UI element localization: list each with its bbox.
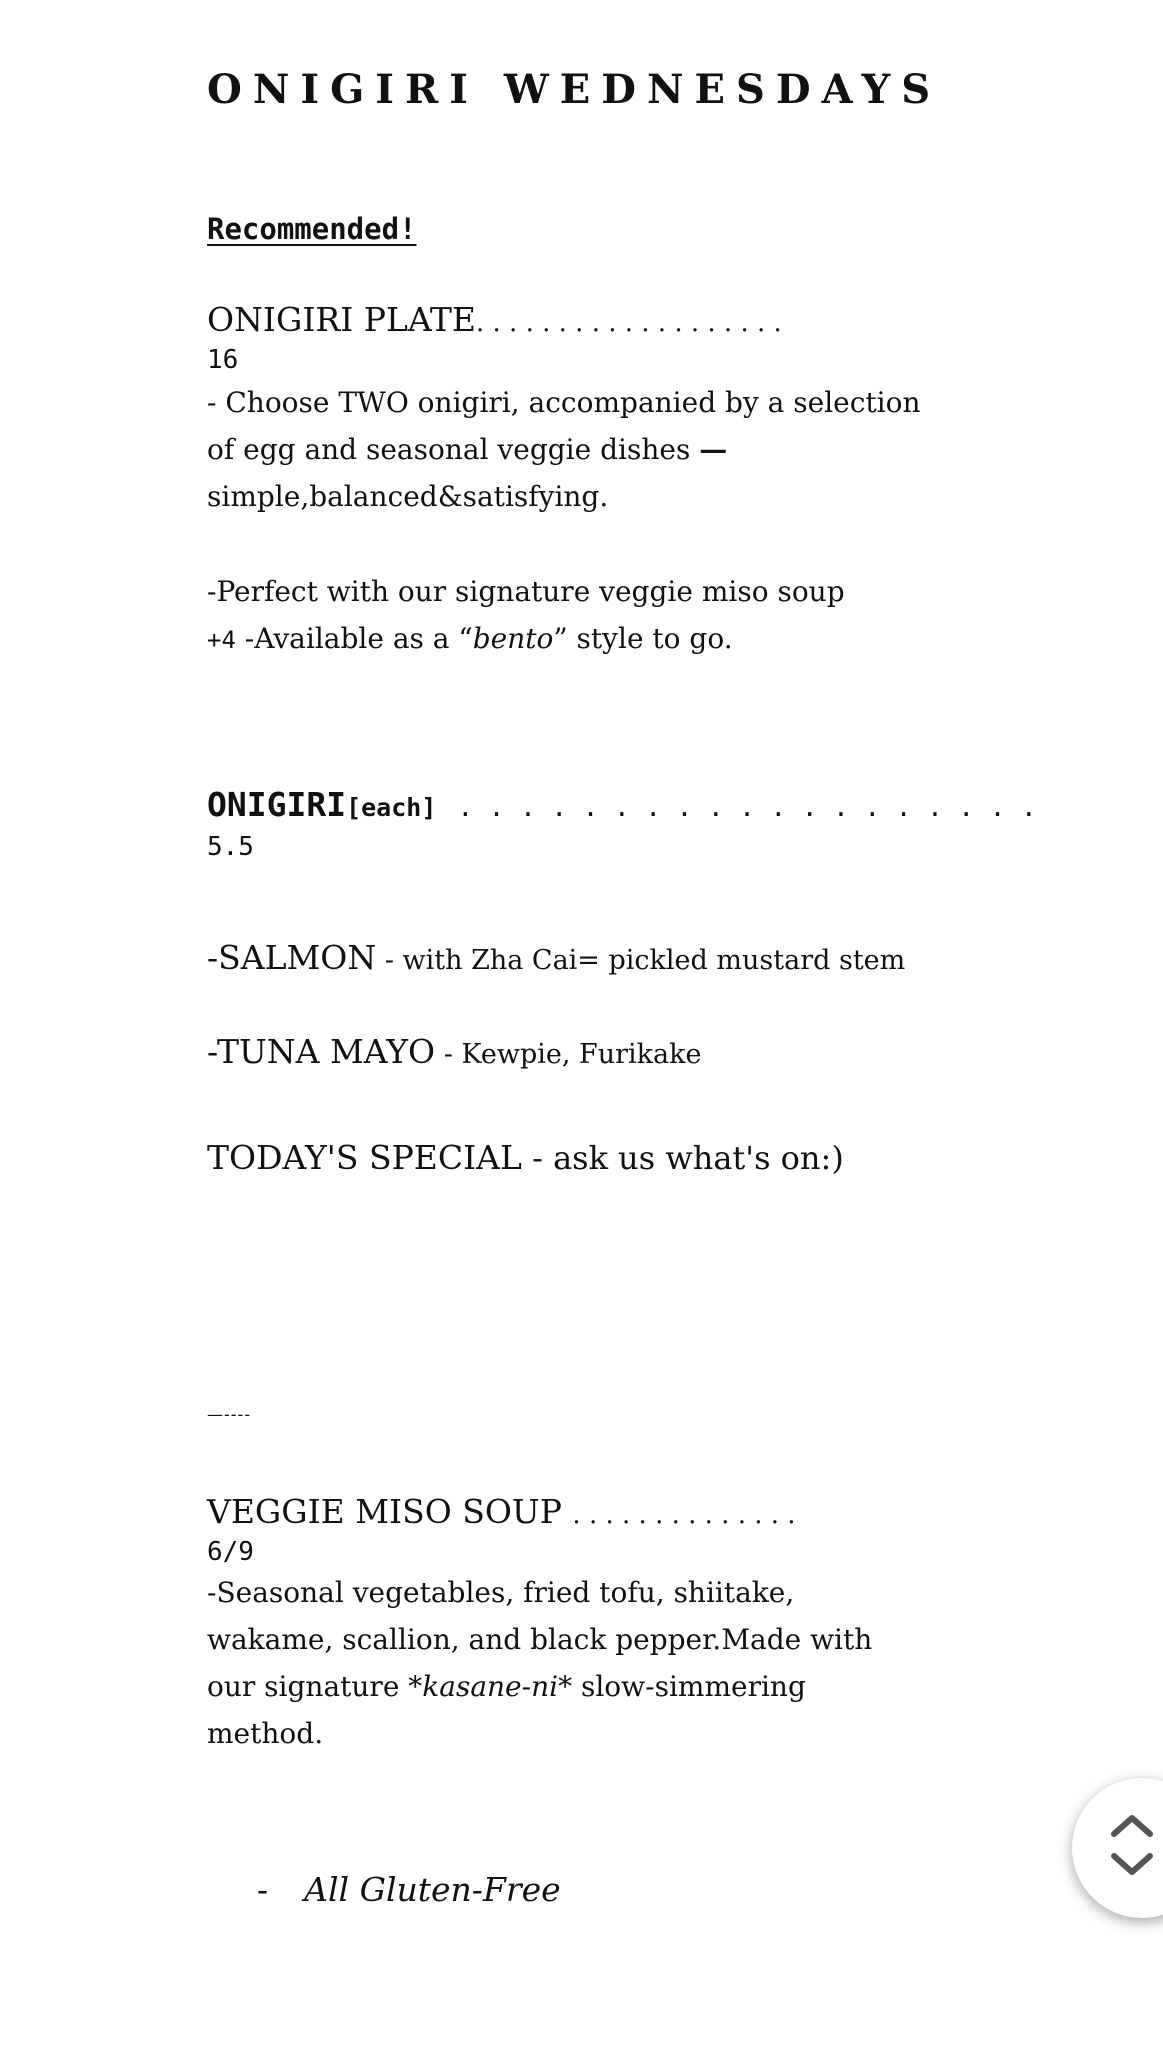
onigiri-plate-price: 16 (207, 345, 239, 375)
miso-soup-desc-1: -Seasonal vegetables, fried tofu, shiitake, wakame, scallion, and black pepper.Made with our signature (207, 1576, 873, 1703)
filling-salmon-name: -SALMON (207, 938, 377, 977)
onigiri-each-dots: . . . . . . . . . . . . . . . . . . . (457, 793, 1037, 823)
todays-special (207, 1138, 927, 1177)
filling-tuna-mayo-name: -TUNA MAYO (207, 1032, 436, 1071)
gluten-free-note (257, 1870, 561, 1909)
chevron-down-icon[interactable] (1114, 1856, 1150, 1872)
scroll-control-button[interactable] (1072, 1778, 1163, 1918)
gluten-free-dash: - (257, 1870, 269, 1909)
onigiri-each-heading (207, 785, 1037, 824)
onigiri-plate-name: ONIGIRI PLATE (207, 300, 476, 339)
onigiri-plate-note-2-b: ” style to go. (553, 622, 733, 655)
miso-soup-desc-2: slow-simmering method. (207, 1670, 806, 1750)
filling-salmon-desc: - with Zha Cai= pickled mustard stem (376, 945, 906, 976)
page-title: ONIGIRI WEDNESDAYS (207, 66, 942, 113)
onigiri-plate-item (207, 300, 927, 664)
miso-soup-heading (207, 1492, 927, 1531)
onigiri-plate-desc-2: simple,balanced&satisfying. (207, 480, 609, 513)
section-divider: —---- (207, 1405, 252, 1424)
onigiri-each-name: ONIGIRI (207, 785, 347, 824)
todays-special-name: TODAY'S SPECIAL (207, 1138, 522, 1177)
onigiri-plate-note-2-italic: bento (472, 622, 554, 655)
onigiri-plate-description (207, 379, 927, 520)
miso-soup-name: VEGGIE MISO SOUP (207, 1492, 562, 1531)
onigiri-plate-note-2-a: -Available as a “ (235, 622, 473, 655)
filling-tuna-mayo (207, 1032, 927, 1071)
recommended-label: Recommended! (207, 212, 417, 246)
onigiri-plate-dots: . . . . . . . . . . . . . . . . . . . (475, 308, 782, 338)
miso-soup-item (207, 1492, 927, 1757)
onigiri-plate-heading (207, 300, 927, 339)
onigiri-each-price: 5.5 (207, 832, 254, 862)
miso-soup-description (207, 1569, 927, 1757)
onigiri-each-qualifier: [each] (346, 793, 437, 822)
onigiri-plate-note-2 (207, 615, 927, 664)
todays-special-desc: - ask us what's on:) (521, 1139, 844, 1177)
gluten-free-text: All Gluten-Free (304, 1870, 561, 1909)
miso-soup-dots: . . . . . . . . . . . . . . (572, 1500, 796, 1530)
onigiri-plate-addon-price: +4 (207, 626, 236, 654)
onigiri-each-item (207, 785, 1037, 862)
miso-soup-desc-italic: *kasane-ni* (408, 1670, 573, 1703)
filling-tuna-mayo-desc: - Kewpie, Furikake (435, 1039, 702, 1070)
onigiri-plate-note-1: -Perfect with our signature veggie miso soup (207, 575, 845, 608)
onigiri-plate-desc-dash: — (699, 433, 728, 466)
chevron-up-icon[interactable] (1114, 1818, 1150, 1834)
miso-soup-price: 6/9 (207, 1537, 254, 1567)
onigiri-plate-desc-1: - Choose TWO onigiri, accompanied by a selection of egg and seasonal veggie dishes (207, 386, 921, 466)
scroll-arrows (1110, 1808, 1154, 1888)
filling-salmon (207, 938, 927, 977)
